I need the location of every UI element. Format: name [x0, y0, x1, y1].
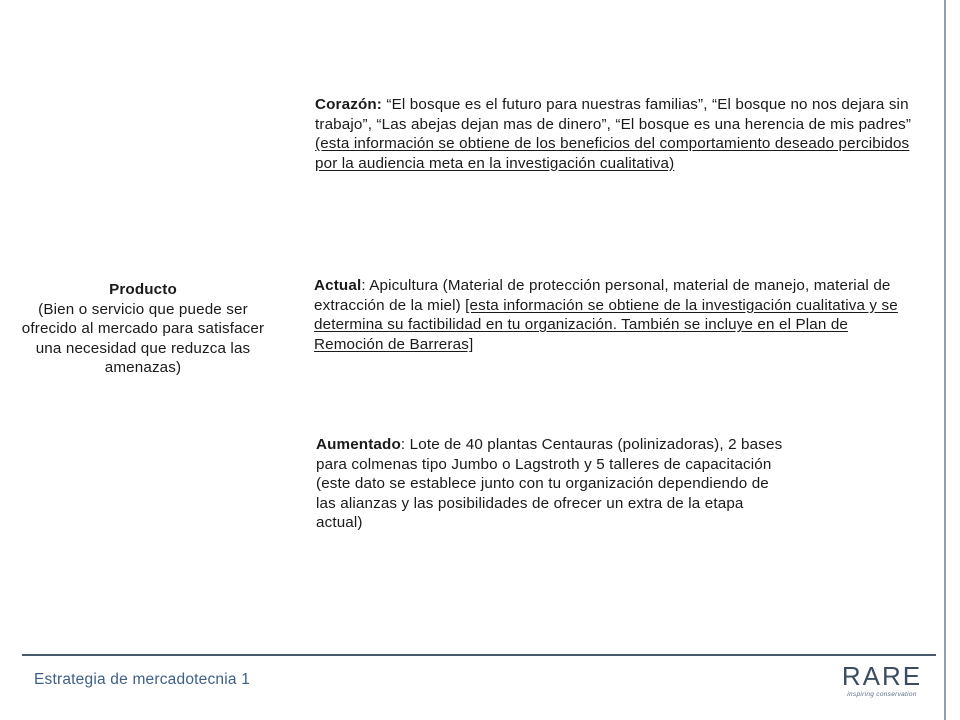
- logo-name: RARE: [841, 661, 923, 691]
- producto-description: (Bien o servicio que puede ser ofrecido al mercado para satisfacer una necesidad que reduzca las amenazas): [21, 300, 265, 376]
- footer-title: Estrategia de mercadotecnia 1: [34, 671, 251, 688]
- logo-tagline: inspiring conservation: [847, 691, 917, 698]
- actual-text: : Apicultura (Material de protección personal, material de manejo, material de extracción de la miel): [314, 277, 891, 314]
- rare-logo: [840, 662, 924, 704]
- producto-block: [12, 280, 274, 378]
- aumentado-paragraph: [316, 435, 786, 533]
- right-edge-rule: [944, 0, 946, 720]
- actual-note: [esta información se obtiene de la investigación cualitativa y se determina su factibilidad en tu organización. También se incluye en el Plan de Remoción de Barreras]: [314, 296, 898, 353]
- aumentado-label: Aumentado: [316, 436, 401, 453]
- footer-divider: [22, 654, 936, 656]
- corazon-label: Corazón:: [315, 96, 383, 113]
- producto-title: Producto: [109, 281, 177, 298]
- actual-paragraph: [314, 276, 914, 354]
- corazon-text: “El bosque es el futuro para nuestras familias”, “El bosque no nos dejara sin trabajo”, “Las abejas dejan mas de dinero”, “El bosque es una herencia de mis padres”: [315, 96, 912, 133]
- aumentado-text: : Lote de 40 plantas Centauras (polinizadoras), 2 bases para colmenas tipo Jumbo o Lagstroth y 5 talleres de capacitación (este dato se establece junto con tu organización dependiendo de las alianzas y las posibilidades de ofrecer un extra de la etapa actual): [316, 436, 783, 531]
- actual-label: Actual: [314, 277, 362, 294]
- corazon-note: (esta información se obtiene de los beneficios del comportamiento deseado percibidos por la audiencia meta en la investigación cualitativa): [315, 135, 910, 172]
- corazon-paragraph: [315, 95, 915, 173]
